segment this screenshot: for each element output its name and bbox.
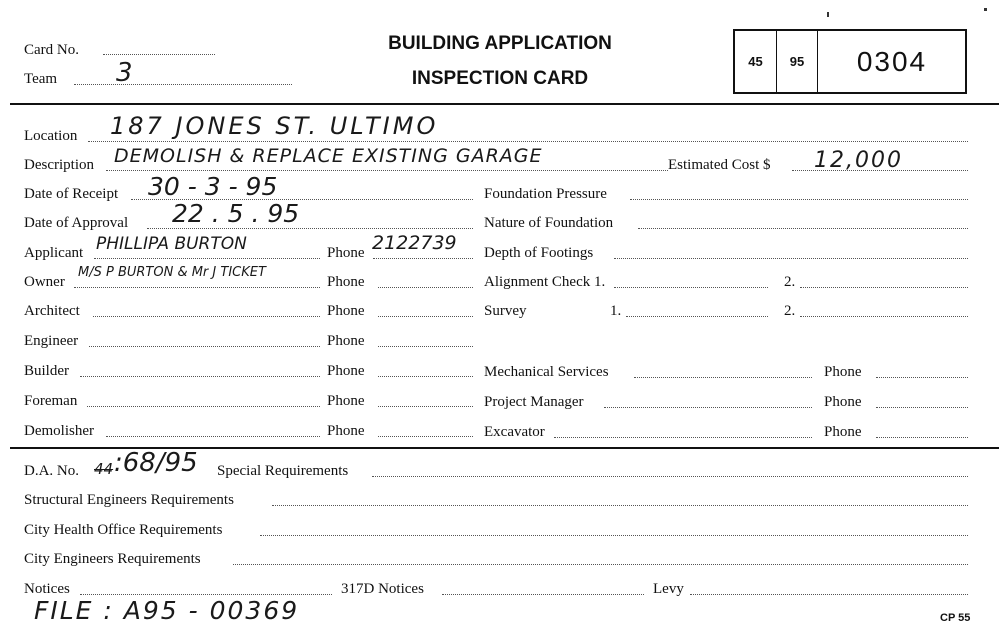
applicant-phone-line bbox=[373, 258, 473, 259]
date-of-receipt-value: 30 - 3 - 95 bbox=[148, 172, 278, 201]
scan-mark bbox=[827, 12, 829, 17]
foreman-label: Foreman bbox=[24, 393, 78, 409]
engineer-phone-label: Phone bbox=[327, 333, 365, 349]
applicant-line bbox=[94, 258, 320, 259]
estimated-cost-label: Estimated Cost $ bbox=[668, 157, 771, 173]
alignment-check-label: Alignment Check 1. bbox=[484, 274, 606, 290]
nature-of-foundation-label: Nature of Foundation bbox=[484, 215, 614, 231]
form-title-line1: BUILDING APPLICATION bbox=[388, 33, 612, 54]
card-no-line bbox=[103, 54, 215, 55]
da-no-struck-value: 44 bbox=[94, 460, 114, 478]
card-no-label: Card No. bbox=[24, 42, 79, 58]
applicant-phone-label: Phone bbox=[327, 245, 365, 261]
mechanical-services-phone-label: Phone bbox=[824, 364, 862, 380]
excavator-phone-line bbox=[876, 437, 968, 438]
location-value: 187 JONES ST. ULTIMO bbox=[110, 112, 439, 140]
applicant-phone-value: 2122739 bbox=[372, 232, 457, 254]
owner-label: Owner bbox=[24, 274, 65, 290]
foundation-pressure-label: Foundation Pressure bbox=[484, 186, 607, 202]
date-of-receipt-label: Date of Receipt bbox=[24, 186, 119, 202]
description-line bbox=[106, 170, 668, 171]
code-cell-a: 45 bbox=[735, 31, 777, 92]
applicant-value: PHILLIPA BURTON bbox=[96, 234, 247, 254]
project-manager-label: Project Manager bbox=[484, 394, 584, 410]
builder-phone-line bbox=[378, 376, 473, 377]
alignment-check-line-1 bbox=[614, 287, 768, 288]
city-engineers-line bbox=[233, 564, 968, 565]
structural-engineers-label: Structural Engineers Requirements bbox=[24, 492, 234, 508]
survey-label-1: 1. bbox=[610, 303, 622, 319]
architect-line bbox=[93, 316, 320, 317]
levy-label: Levy bbox=[653, 581, 684, 597]
file-reference: FILE : A95 - 00369 bbox=[34, 596, 300, 625]
foreman-phone-label: Phone bbox=[327, 393, 365, 409]
da-no-label: D.A. No. bbox=[24, 463, 79, 479]
date-of-approval-label: Date of Approval bbox=[24, 215, 129, 231]
team-label: Team bbox=[24, 71, 58, 87]
location-label: Location bbox=[24, 128, 78, 144]
project-manager-phone-line bbox=[876, 407, 968, 408]
engineer-line bbox=[89, 346, 320, 347]
foreman-phone-line bbox=[378, 406, 473, 407]
team-value: 3 bbox=[116, 58, 133, 88]
scan-mark bbox=[984, 8, 987, 11]
location-line bbox=[88, 141, 968, 142]
special-requirements-line bbox=[372, 476, 968, 477]
special-requirements-label: Special Requirements bbox=[217, 463, 349, 479]
survey-label-2: 2. bbox=[784, 303, 796, 319]
survey-line-1 bbox=[626, 316, 768, 317]
header-divider bbox=[10, 103, 999, 105]
demolisher-label: Demolisher bbox=[24, 423, 94, 439]
notices-label: Notices bbox=[24, 581, 70, 597]
form-title-line2: INSPECTION CARD bbox=[411, 68, 589, 89]
excavator-phone-label: Phone bbox=[824, 424, 862, 440]
builder-phone-label: Phone bbox=[327, 363, 365, 379]
team-line bbox=[74, 84, 292, 85]
architect-label: Architect bbox=[24, 303, 80, 319]
survey-label: Survey bbox=[484, 303, 527, 319]
estimated-cost-value: 12,000 bbox=[814, 148, 903, 173]
survey-line-2 bbox=[800, 316, 968, 317]
date-of-approval-value: 22 . 5 . 95 bbox=[172, 199, 300, 228]
builder-line bbox=[80, 376, 320, 377]
demolisher-phone-label: Phone bbox=[327, 423, 365, 439]
alignment-check-line-2 bbox=[800, 287, 968, 288]
date-of-approval-line bbox=[147, 228, 473, 229]
excavator-label: Excavator bbox=[484, 424, 545, 440]
city-engineers-label: City Engineers Requirements bbox=[24, 551, 201, 567]
nature-of-foundation-line bbox=[638, 228, 968, 229]
project-manager-line bbox=[604, 407, 812, 408]
builder-label: Builder bbox=[24, 363, 69, 379]
foreman-line bbox=[87, 406, 320, 407]
notices-line bbox=[80, 594, 332, 595]
notices-317d-line bbox=[442, 594, 644, 595]
owner-phone-line bbox=[378, 287, 473, 288]
architect-phone-label: Phone bbox=[327, 303, 365, 319]
card-code-box bbox=[733, 29, 967, 94]
mechanical-services-label: Mechanical Services bbox=[484, 364, 609, 380]
levy-line bbox=[690, 594, 968, 595]
depth-of-footings-label: Depth of Footings bbox=[484, 245, 594, 261]
card-number: 0304 bbox=[856, 45, 928, 77]
mechanical-services-phone-line bbox=[876, 377, 968, 378]
demolisher-phone-line bbox=[378, 436, 473, 437]
city-health-line bbox=[260, 535, 968, 536]
mechanical-services-line bbox=[634, 377, 812, 378]
project-manager-phone-label: Phone bbox=[824, 394, 862, 410]
alignment-check-label-2: 2. bbox=[784, 274, 796, 290]
form-code: CP 55 bbox=[940, 612, 971, 624]
excavator-line bbox=[554, 437, 812, 438]
da-no-value: :68/95 bbox=[114, 448, 198, 478]
city-health-label: City Health Office Requirements bbox=[24, 522, 223, 538]
owner-line bbox=[74, 287, 320, 288]
owner-phone-label: Phone bbox=[327, 274, 365, 290]
demolisher-line bbox=[106, 436, 320, 437]
architect-phone-line bbox=[378, 316, 473, 317]
depth-of-footings-line bbox=[614, 258, 968, 259]
owner-value: M/S P BURTON & Mr J TICKET bbox=[78, 265, 266, 280]
notices-317d-label: 317D Notices bbox=[341, 581, 424, 597]
code-cell-b: 95 bbox=[777, 31, 818, 92]
description-label: Description bbox=[24, 157, 94, 173]
applicant-label: Applicant bbox=[24, 245, 84, 261]
engineer-label: Engineer bbox=[24, 333, 79, 349]
structural-engineers-line bbox=[272, 505, 968, 506]
foundation-pressure-line bbox=[630, 199, 968, 200]
engineer-phone-line bbox=[378, 346, 473, 347]
description-value: DEMOLISH & REPLACE EXISTING GARAGE bbox=[114, 145, 543, 167]
